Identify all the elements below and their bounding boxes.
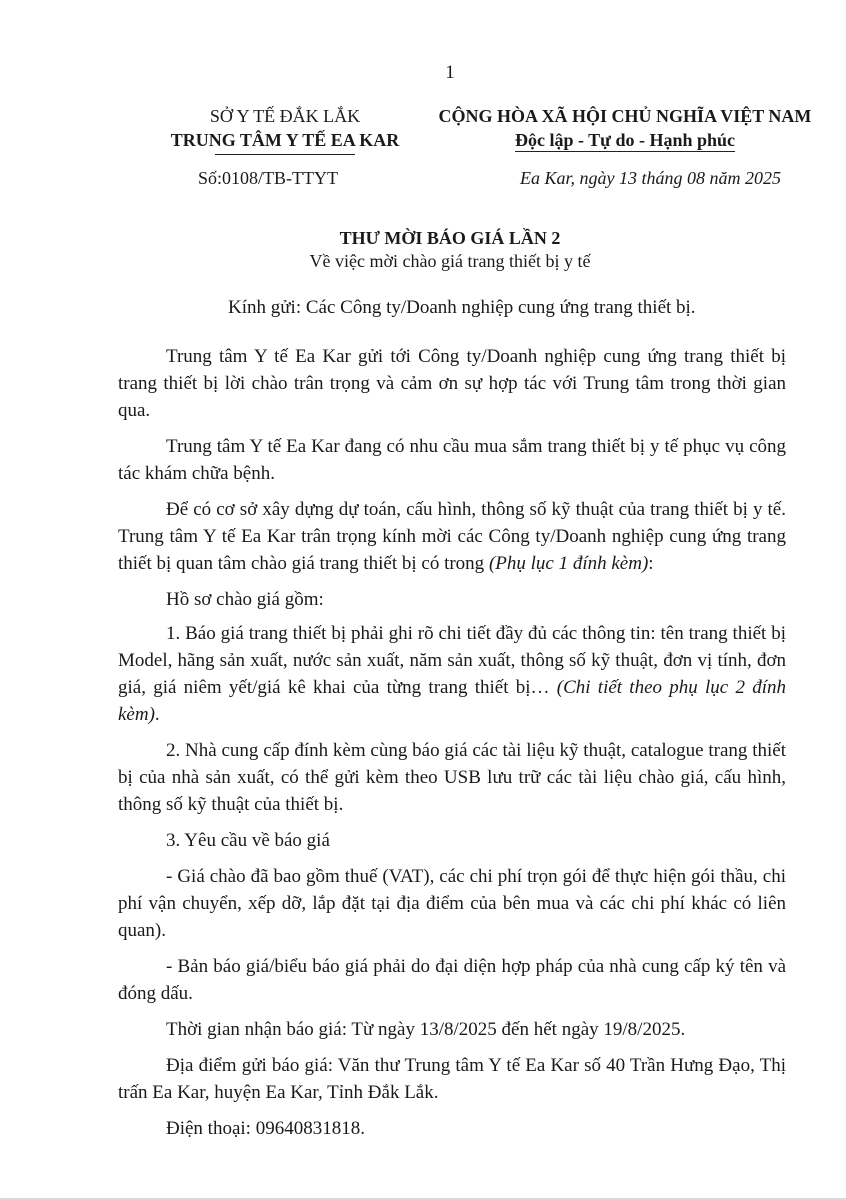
paragraph-intro: Trung tâm Y tế Ea Kar gửi tới Công ty/Doanh nghiệp cung ứng trang thiết bị trang thiết bị lời chào trân trọng và cảm ơn sự hợp tác với Trung tâm trong thời gian qua. [118, 346, 786, 421]
paragraph-item-2: 2. Nhà cung cấp đính kèm cùng báo giá các tài liệu kỹ thuật, catalogue trang thiết bị của nhà sản xuất, có thể gửi kèm theo USB lưu trữ các tài liệu chào giá, cấu hình, thông số kỹ thuật của thiết bị. [118, 740, 786, 815]
document-date: Ea Kar, ngày 13 tháng 08 năm 2025 [520, 168, 781, 188]
paragraph-invitation: Để có cơ sở xây dựng dự toán, cấu hình, thông số kỹ thuật của trang thiết bị y tế. Trung tâm Y tế Ea Kar trân trọng kính mời các Công ty/Doanh nghiệp cung ứng trang thiết bị quan tâm chào giá trang thiết bị có trong (Phụ lục 1 đính kèm): [118, 499, 786, 574]
motto-line: Độc lập - Tự do - Hạnh phúc [514, 130, 736, 150]
document-body [118, 343, 786, 1151]
paragraph-need: Trung tâm Y tế Ea Kar đang có nhu cầu mua sắm trang thiết bị y tế phục vụ công tác khám chữa bệnh. [118, 436, 786, 484]
issuing-organization [150, 104, 420, 155]
greeting-line: Kính gửi: Các Công ty/Doanh nghiệp cung ứng trang thiết bị. [228, 297, 696, 318]
paragraph-item-1: 1. Báo giá trang thiết bị phải ghi rõ chi tiết đầy đủ các thông tin: tên trang thiết bị Model, hãng sản xuất, nước sản xuất, năm sản xuất, thông số kỹ thuật, đơn vị tính, đơn giá, giá niêm yết/giá kê khai của từng trang thiết bị… (Chi tiết theo phụ lục 2 đính kèm). [118, 623, 786, 725]
paragraph-phone: Điện thoại: 09640831818. [166, 1118, 365, 1139]
country-name: CỘNG HÒA XÃ HỘI CHỦ NGHĨA VIỆT NAM [438, 106, 812, 126]
invitation-text: Để có cơ sở xây dựng dự toán, cấu hình, thông số kỹ thuật của trang thiết bị y tế. Trung tâm Y tế Ea Kar trân trọng kính mời các Công ty/Doanh nghiệp cung ứng trang thiết bị quan tâm chào giá trang thiết bị có trong [118, 499, 786, 574]
paragraph-dossier-heading: Hồ sơ chào giá gồm: [166, 589, 324, 610]
national-motto [430, 104, 820, 152]
paragraph-receiving-time: Thời gian nhận báo giá: Từ ngày 13/8/2025 đến hết ngày 19/8/2025. [166, 1019, 686, 1040]
paragraph-item-3: 3. Yêu cầu về báo giá [166, 830, 330, 851]
paragraph-submission-address: Địa điểm gửi báo giá: Văn thư Trung tâm Y tế Ea Kar số 40 Trần Hưng Đạo, Thị trấn Ea Kar, huyện Ea Kar, Tỉnh Đắk Lắk. [118, 1055, 786, 1103]
item-1-text: 1. Báo giá trang thiết bị phải ghi rõ chi tiết đầy đủ các thông tin: tên trang thiết bị Model, hãng sản xuất, nước sản xuất, năm sản xuất, thông số kỹ thuật, đơn vị tính, đơn giá, giá niêm yết/giá kê khai của từng trang thiết bị… [118, 623, 786, 698]
document-title: THƯ MỜI BÁO GIÁ LẦN 2 [339, 228, 561, 248]
paragraph-signature-requirement: - Bản báo giá/biểu báo giá phải do đại diện hợp pháp của nhà cung cấp ký tên và đóng dấu. [118, 956, 786, 1004]
parent-department: SỞ Y TẾ ĐẮK LẮK [209, 106, 361, 126]
appendix-1-reference: (Phụ lục 1 đính kèm) [488, 553, 649, 574]
organization-underline [215, 154, 355, 155]
paragraph-price-includes: - Giá chào đã bao gồm thuế (VAT), các chi phí trọn gói để thực hiện gói thầu, chi phí vận chuyển, xếp dỡ, lắp đặt tại địa điểm của bên mua và các chi phí khác có liên quan). [118, 866, 786, 941]
appendix-2-reference: (Chi tiết theo phụ lục 2 đính kèm) [118, 677, 786, 725]
organization-name: TRUNG TÂM Y TẾ EA KAR [170, 130, 400, 150]
page-number: 1 [445, 62, 455, 83]
document-number: Số:0108/TB-TTYT [198, 168, 338, 188]
document-subtitle: Về việc mời chào giá trang thiết bị y tế [309, 251, 591, 271]
